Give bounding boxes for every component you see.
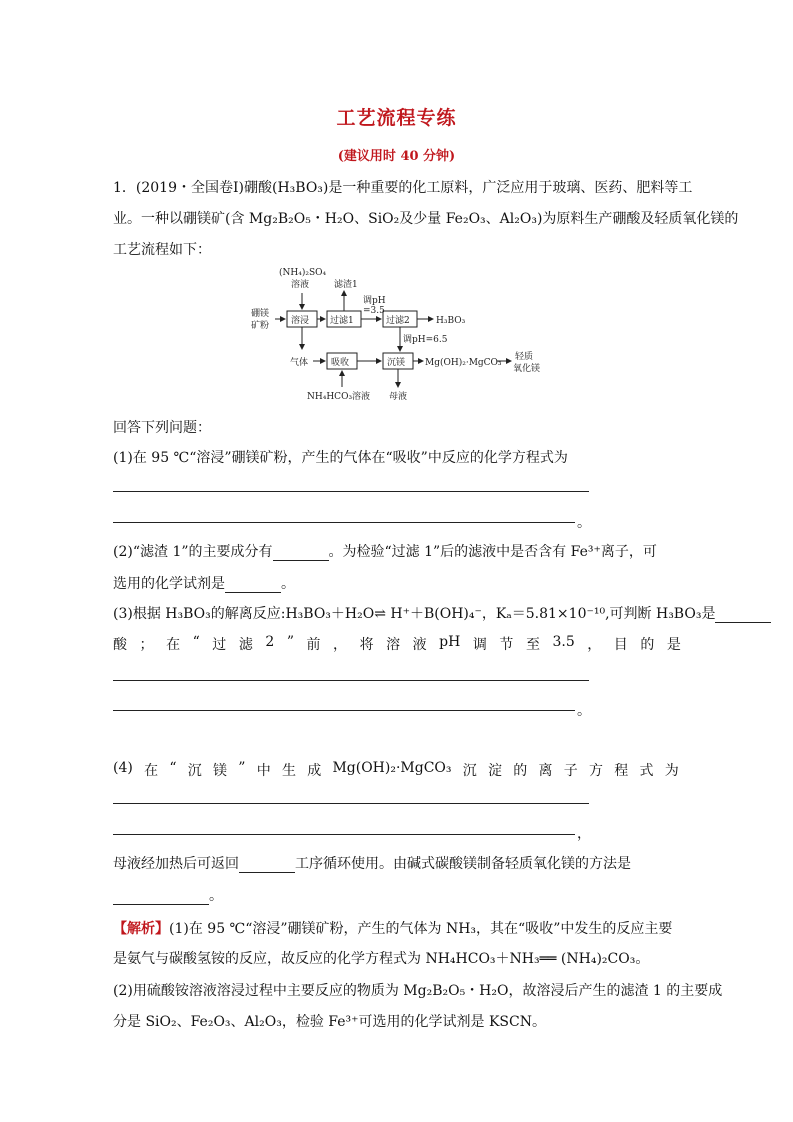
- leach-label: 溶浸: [291, 316, 310, 326]
- nh4hco3-label: NH₄HCO₃溶液: [307, 392, 371, 402]
- feed-label-1: 硼镁: [251, 309, 270, 319]
- ph2-label: 调pH=6.5: [403, 335, 448, 345]
- sub-question-2-line-2: [113, 573, 295, 593]
- precip-label: 沉镁: [387, 358, 406, 368]
- punctuation: ，: [577, 826, 591, 842]
- answer-blank: [273, 546, 329, 561]
- text-segment: 方: [589, 763, 604, 779]
- analysis-line-2: 是氨气与碳酸氢铵的反应，故反应的化学方程式为 NH₄HCO₃＋NH₃══ (NH₄)₂CO₃。: [113, 951, 650, 967]
- sub-question-2-text-b: 。为检验“过滤 1”后的滤液中是否含有 Fe³⁺离子，可: [328, 544, 657, 560]
- analysis-text-1a: (1)在 95 ℃“溶浸”硼镁矿粉，产生的气体为 NH₃，其在“吸收”中发生的反应主要: [169, 921, 673, 937]
- text-segment: ，: [587, 637, 602, 653]
- text-segment: 目: [613, 637, 628, 653]
- sub-question-3-text: (3)根据 H₃BO₃的解离反应:H₃BO₃＋H₂O⇌ H⁺＋B(OH)₄⁻，Kₐ＝5.81×10⁻¹⁰,可判断 H₃BO₃是: [113, 606, 716, 622]
- punctuation: 。: [577, 515, 591, 531]
- text-segment: 在: [144, 763, 159, 779]
- text-segment: ，: [333, 637, 348, 653]
- text-segment: Mg(OH)₂·MgCO₃: [332, 760, 452, 776]
- text-segment: 将: [359, 637, 374, 653]
- answer-blank: [239, 858, 295, 873]
- text-segment: “: [169, 760, 177, 776]
- answer-line: [113, 522, 575, 523]
- answer-blank: [225, 578, 281, 593]
- text-segment: 过: [212, 637, 227, 653]
- text-segment: (4): [113, 760, 133, 776]
- text-segment: 液: [412, 637, 427, 653]
- text-segment: ；: [139, 637, 154, 653]
- text-segment: 酸: [113, 637, 127, 653]
- sub-question-3-line-2: [113, 634, 681, 654]
- ph1-value-label: =3.5: [363, 306, 385, 316]
- text-segment: “: [192, 634, 200, 650]
- answer-blank: [113, 890, 209, 905]
- filter2-label: 过滤2: [386, 316, 410, 326]
- filter1-label: 过滤1: [330, 316, 354, 326]
- text-segment: 离: [538, 763, 553, 779]
- sub-question-1: (1)在 95 ℃“溶浸”硼镁矿粉，产生的气体在“吸收”中反应的化学方程式为: [113, 450, 568, 466]
- reagent-top-label: (NH₄)₂SO₄: [279, 268, 327, 278]
- text-segment: 沉: [187, 763, 202, 779]
- question-1-line-3: 工艺流程如下：: [113, 242, 211, 258]
- text-segment: 溶: [386, 637, 401, 653]
- mother-liquor-label: 母液: [389, 392, 408, 402]
- gas-label: 气体: [290, 358, 309, 368]
- punctuation: 。: [577, 703, 591, 719]
- text-segment: 2: [265, 634, 275, 650]
- residue1-label: 滤渣1: [334, 280, 358, 290]
- text-segment: 3.5: [552, 634, 575, 650]
- absorb-label: 吸收: [331, 358, 350, 368]
- analysis-line-4: 分是 SiO₂、Fe₂O₃、Al₂O₃，检验 Fe³⁺可选用的化学试剂是 KSCN。: [113, 1014, 546, 1030]
- answer-line: [113, 491, 589, 492]
- text-segment: 式: [639, 763, 654, 779]
- text-segment: 生: [281, 763, 296, 779]
- h3bo3-product-label: H₃BO₃: [436, 316, 466, 326]
- text-segment: ”: [286, 634, 294, 650]
- text-segment: 前: [306, 637, 321, 653]
- page-title: 工艺流程专练: [336, 107, 457, 129]
- answer-line: [113, 803, 589, 804]
- text-segment: 中: [256, 763, 271, 779]
- sub-question-4-text-a: 母液经加热后可返回: [113, 856, 239, 872]
- text-segment: pH: [439, 634, 461, 650]
- text-segment: 子: [563, 763, 578, 779]
- text-segment: 淀: [488, 763, 503, 779]
- text-segment: 节: [499, 637, 514, 653]
- answer-blank: [715, 608, 771, 623]
- text-segment: 至: [525, 637, 540, 653]
- text-segment: 调: [472, 637, 487, 653]
- feed-label-2: 矿粉: [251, 321, 270, 331]
- question-1-line-2: 业。一种以硼镁矿(含 Mg₂B₂O₅・H₂O、SiO₂及少量 Fe₂O₃、Al₂O₃)为原料生产硼酸及轻质氧化镁的: [113, 211, 739, 227]
- sub-question-2-text-a: (2)“滤渣 1”的主要成分有: [113, 544, 273, 560]
- answer-line: [113, 834, 575, 835]
- process-flow-diagram: [245, 263, 575, 408]
- answer-line: [113, 680, 589, 681]
- punctuation: 。: [209, 888, 223, 904]
- sub-question-4-line-2: [113, 853, 631, 873]
- text-segment: 的: [640, 637, 655, 653]
- analysis-line-3: (2)用硫酸铵溶液溶浸过程中主要反应的物质为 Mg₂B₂O₅・H₂O，故溶浸后产生的滤渣 1 的主要成: [113, 983, 723, 999]
- analysis-line-1: [113, 918, 672, 938]
- reagent-top-label-2: 溶液: [291, 280, 310, 290]
- answer-line: [113, 710, 575, 711]
- sub-question-2-text-c: 选用的化学试剂是: [113, 576, 225, 592]
- mg-product-label: Mg(OH)₂·MgCO₃: [425, 358, 502, 368]
- time-suggestion: (建议用时 40 分钟): [337, 149, 456, 164]
- sub-question-2: [113, 541, 657, 561]
- text-segment: 在: [166, 637, 181, 653]
- text-segment: 的: [513, 763, 528, 779]
- question-1-line-1: 1．(2019・全国卷Ⅰ)硼酸(H₃BO₃)是一种重要的化工原料，广泛应用于玻璃、医药、肥料等工: [113, 180, 693, 196]
- text-segment: 程: [614, 763, 629, 779]
- text-segment: 镁: [213, 763, 228, 779]
- light-mgo-label-1: 轻质: [515, 352, 534, 362]
- analysis-label: 【解析】: [113, 921, 169, 937]
- sub-question-4-text-b: 工序循环使用。由碱式碳酸镁制备轻质氧化镁的方法是: [295, 856, 631, 872]
- sub-question-3: [113, 603, 771, 623]
- answer-prompt: 回答下列问题：: [113, 420, 211, 436]
- text-segment: 为: [664, 763, 679, 779]
- sub-question-4: [113, 760, 679, 780]
- text-segment: 滤: [238, 637, 253, 653]
- text-segment: ”: [238, 760, 246, 776]
- text-segment: 沉: [462, 763, 477, 779]
- text-segment: 成: [307, 763, 322, 779]
- light-mgo-label-2: 氧化镁: [513, 364, 541, 374]
- punctuation: 。: [281, 576, 295, 592]
- ph1-label: 调pH: [363, 296, 386, 306]
- text-segment: 是: [666, 637, 681, 653]
